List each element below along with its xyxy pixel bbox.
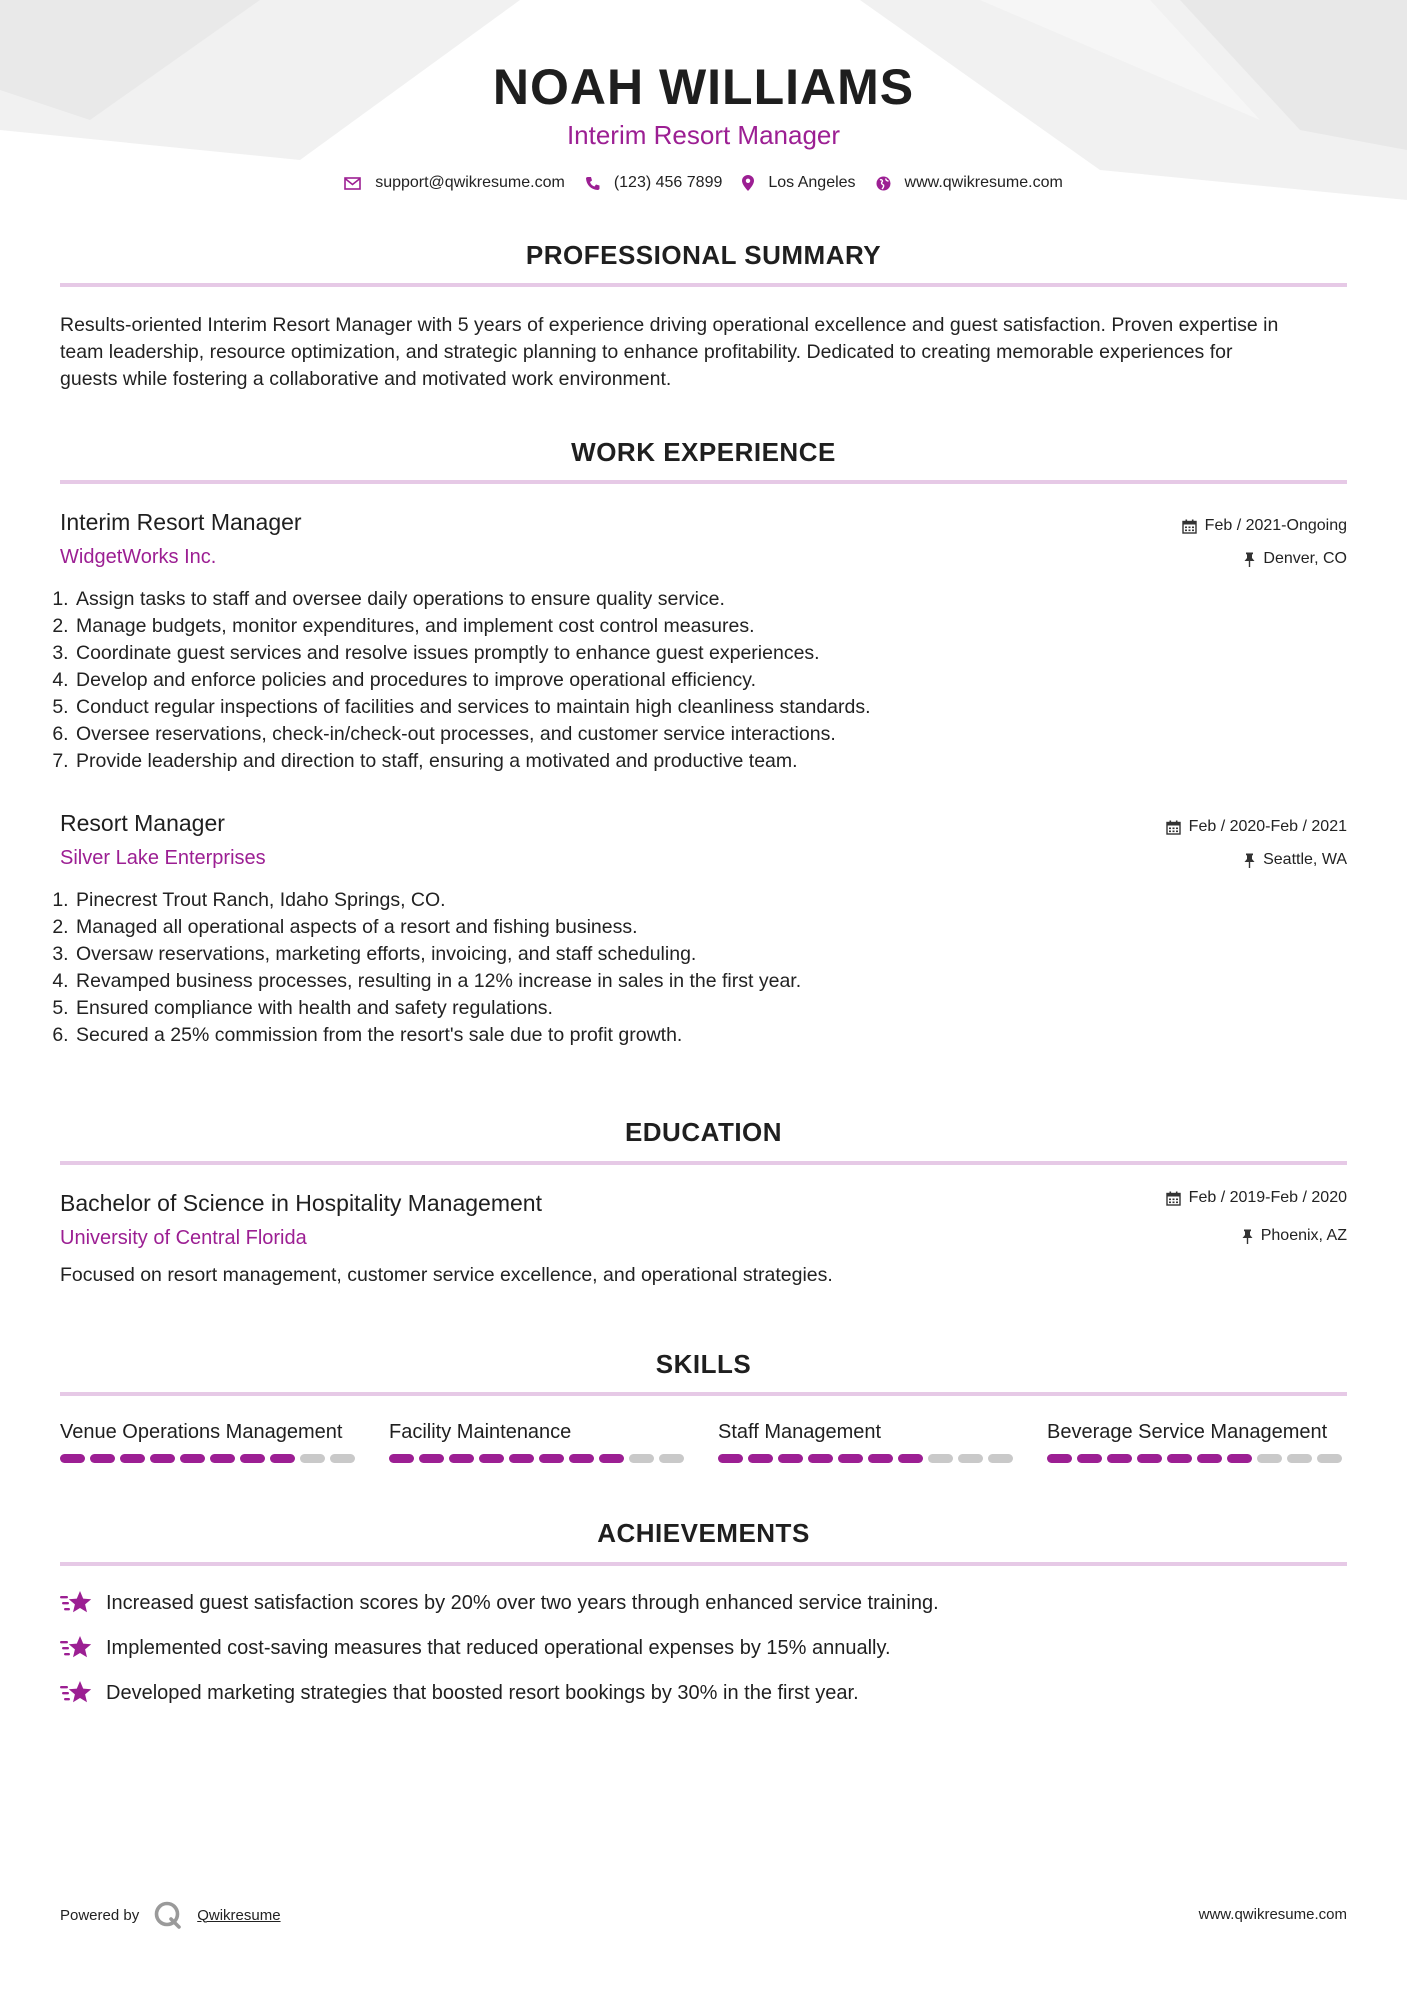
skill-item — [389, 1421, 689, 1463]
list-item: 5. Conduct regular inspections of facilities and services to maintain high cleanliness standards. — [74, 694, 1274, 721]
achievement-text: Developed marketing strategies that boosted resort bookings by 30% in the first year. — [106, 1681, 859, 1704]
pushpin-icon — [1244, 853, 1255, 868]
skill-bar — [389, 1454, 689, 1463]
skill-segment-filled — [1047, 1454, 1072, 1463]
calendar-icon — [1166, 820, 1181, 835]
skill-segment-filled — [718, 1454, 743, 1463]
job-dates — [1182, 517, 1347, 535]
pushpin-icon — [1242, 1229, 1253, 1244]
calendar-icon — [1182, 519, 1197, 534]
contact-website-text: www.qwikresume.com — [904, 174, 1063, 191]
list-item: 6. Oversee reservations, check-in/check-out processes, and customer service interactions. — [74, 721, 1274, 748]
skill-segment-empty — [629, 1454, 654, 1463]
powered-by-label: Powered by — [60, 1906, 140, 1924]
skill-segment-filled — [1197, 1454, 1222, 1463]
skill-segment-filled — [60, 1454, 85, 1463]
summary-text — [60, 312, 1360, 393]
skill-segment-filled — [778, 1454, 803, 1463]
skill-segment-empty — [1317, 1454, 1342, 1463]
achievement-item — [60, 1590, 939, 1616]
skill-segment-filled — [1167, 1454, 1192, 1463]
skills-divider — [60, 1392, 1347, 1396]
job-company: WidgetWorks Inc. — [60, 546, 217, 568]
skill-segment-filled — [240, 1454, 265, 1463]
skill-segment-empty — [330, 1454, 355, 1463]
achievement-text: Increased guest satisfaction scores by 20% over two years through enhanced service training. — [106, 1591, 939, 1614]
achievements-heading: ACHIEVEMENTS — [597, 1518, 810, 1548]
map-pin-icon — [742, 175, 754, 191]
job-title: Resort Manager — [60, 810, 225, 836]
skill-segment-filled — [898, 1454, 923, 1463]
skill-segment-empty — [1257, 1454, 1282, 1463]
star-icon — [60, 1635, 92, 1661]
job-location — [1244, 851, 1347, 869]
skill-segment-empty — [659, 1454, 684, 1463]
skill-segment-filled — [389, 1454, 414, 1463]
skill-segment-filled — [599, 1454, 624, 1463]
skill-segment-filled — [419, 1454, 444, 1463]
skill-segment-filled — [150, 1454, 175, 1463]
list-item: 3. Oversaw reservations, marketing efforts, invoicing, and staff scheduling. — [74, 941, 1274, 968]
education-school: University of Central Florida — [60, 1227, 307, 1249]
skill-segment-empty — [300, 1454, 325, 1463]
contact-phone[interactable] — [585, 174, 723, 192]
skills-heading: SKILLS — [655, 1349, 752, 1379]
skill-segment-filled — [808, 1454, 833, 1463]
list-item: 4. Revamped business processes, resulting in a 12% increase in sales in the first year. — [74, 968, 1274, 995]
skill-item — [60, 1421, 360, 1463]
contact-email[interactable] — [344, 174, 565, 192]
footer-website[interactable]: www.qwikresume.com — [1198, 1906, 1347, 1923]
footer-powered-by — [60, 1900, 281, 1930]
skill-segment-filled — [509, 1454, 534, 1463]
achievement-item — [60, 1680, 859, 1706]
skill-segment-empty — [958, 1454, 983, 1463]
education-divider — [60, 1161, 1347, 1165]
summary-divider — [60, 283, 1347, 287]
skill-name: Staff Management — [718, 1421, 882, 1443]
contact-website[interactable] — [876, 174, 1063, 192]
skill-segment-empty — [1287, 1454, 1312, 1463]
education-degree: Bachelor of Science in Hospitality Management — [60, 1190, 542, 1216]
pushpin-icon — [1244, 552, 1255, 567]
skill-segment-filled — [838, 1454, 863, 1463]
skill-name: Facility Maintenance — [389, 1421, 572, 1443]
experience-divider — [60, 480, 1347, 484]
education-location — [1242, 1227, 1347, 1245]
candidate-title: Interim Resort Manager — [566, 120, 841, 150]
candidate-name: NOAH WILLIAMS — [492, 59, 915, 115]
job-location — [1244, 550, 1347, 568]
skill-segment-filled — [180, 1454, 205, 1463]
skill-segment-filled — [90, 1454, 115, 1463]
list-item: 1. Assign tasks to staff and oversee daily operations to ensure quality service. — [74, 586, 1274, 613]
skill-segment-filled — [270, 1454, 295, 1463]
contact-location — [742, 174, 855, 192]
experience-heading: WORK EXPERIENCE — [571, 437, 836, 467]
achievement-item — [60, 1635, 891, 1661]
star-icon — [60, 1590, 92, 1616]
job-dates-text: Feb / 2020-Feb / 2021 — [1188, 818, 1347, 835]
list-item: 6. Secured a 25% commission from the resort's sale due to profit growth. — [74, 1022, 1274, 1049]
achievements-divider — [60, 1562, 1347, 1566]
education-dates — [1166, 1189, 1347, 1207]
envelope-icon — [344, 177, 361, 190]
summary-heading: PROFESSIONAL SUMMARY — [525, 240, 882, 270]
skill-segment-filled — [479, 1454, 504, 1463]
contact-location-text: Los Angeles — [768, 174, 856, 191]
skill-name: Beverage Service Management — [1047, 1421, 1328, 1443]
list-item: 3. Coordinate guest services and resolve issues promptly to enhance guest experiences. — [74, 640, 1274, 667]
contact-email-text: support@qwikresume.com — [375, 174, 565, 191]
globe-icon — [876, 176, 891, 191]
education-heading: EDUCATION — [624, 1117, 783, 1147]
skill-bar — [718, 1454, 1018, 1463]
calendar-icon — [1166, 1191, 1181, 1206]
skill-segment-empty — [988, 1454, 1013, 1463]
qwikresume-link[interactable]: Qwikresume — [197, 1906, 281, 1924]
contact-bar — [0, 174, 1407, 192]
list-item: 1. Pinecrest Trout Ranch, Idaho Springs, CO. — [74, 887, 1274, 914]
job-duties-list — [56, 586, 1274, 775]
skill-segment-filled — [1077, 1454, 1102, 1463]
job-company: Silver Lake Enterprises — [60, 847, 266, 869]
job-location-text: Denver, CO — [1263, 550, 1347, 567]
skill-segment-filled — [569, 1454, 594, 1463]
skill-segment-filled — [868, 1454, 893, 1463]
job-dates — [1166, 818, 1347, 836]
skill-item — [718, 1421, 1018, 1463]
phone-icon — [585, 176, 600, 191]
skill-segment-filled — [120, 1454, 145, 1463]
job-duties-list — [56, 887, 1274, 1049]
skill-segment-filled — [449, 1454, 474, 1463]
skill-segment-filled — [210, 1454, 235, 1463]
education-description: Focused on resort management, customer service excellence, and operational strategies. — [60, 1264, 833, 1286]
education-location-text: Phoenix, AZ — [1260, 1227, 1347, 1244]
skill-segment-filled — [748, 1454, 773, 1463]
list-item: 2. Managed all operational aspects of a resort and fishing business. — [74, 914, 1274, 941]
skill-segment-filled — [1107, 1454, 1132, 1463]
list-item: 5. Ensured compliance with health and safety regulations. — [74, 995, 1274, 1022]
star-icon — [60, 1680, 92, 1706]
list-item: 4. Develop and enforce policies and procedures to improve operational efficiency. — [74, 667, 1274, 694]
skill-bar — [60, 1454, 360, 1463]
contact-phone-text: (123) 456 7899 — [613, 174, 723, 191]
job-location-text: Seattle, WA — [1263, 851, 1347, 868]
skill-segment-filled — [539, 1454, 564, 1463]
qwikresume-logo-icon — [153, 1900, 183, 1930]
list-item: 2. Manage budgets, monitor expenditures, and implement cost control measures. — [74, 613, 1274, 640]
job-title: Interim Resort Manager — [60, 509, 302, 535]
summary-line: Results-oriented Interim Resort Manager with 5 years of experience driving operational excellence and guest satisfaction. Proven expertise in — [60, 314, 1279, 336]
skill-segment-empty — [928, 1454, 953, 1463]
list-item: 7. Provide leadership and direction to staff, ensuring a motivated and productive team. — [74, 748, 1274, 775]
skill-name: Venue Operations Management — [60, 1421, 343, 1443]
skill-segment-filled — [1137, 1454, 1162, 1463]
skill-bar — [1047, 1454, 1347, 1463]
skill-segment-filled — [1227, 1454, 1252, 1463]
skill-item — [1047, 1421, 1347, 1463]
job-dates-text: Feb / 2021-Ongoing — [1204, 517, 1347, 534]
education-dates-text: Feb / 2019-Feb / 2020 — [1188, 1189, 1347, 1206]
summary-line: guests while fostering a collaborative and motivated work environment. — [60, 368, 672, 390]
summary-line: team leadership, resource optimization, and strategic planning to enhance profitability. Dedicated to creating memorable experiences for — [60, 341, 1233, 363]
achievement-text: Implemented cost-saving measures that reduced operational expenses by 15% annually. — [106, 1636, 891, 1659]
